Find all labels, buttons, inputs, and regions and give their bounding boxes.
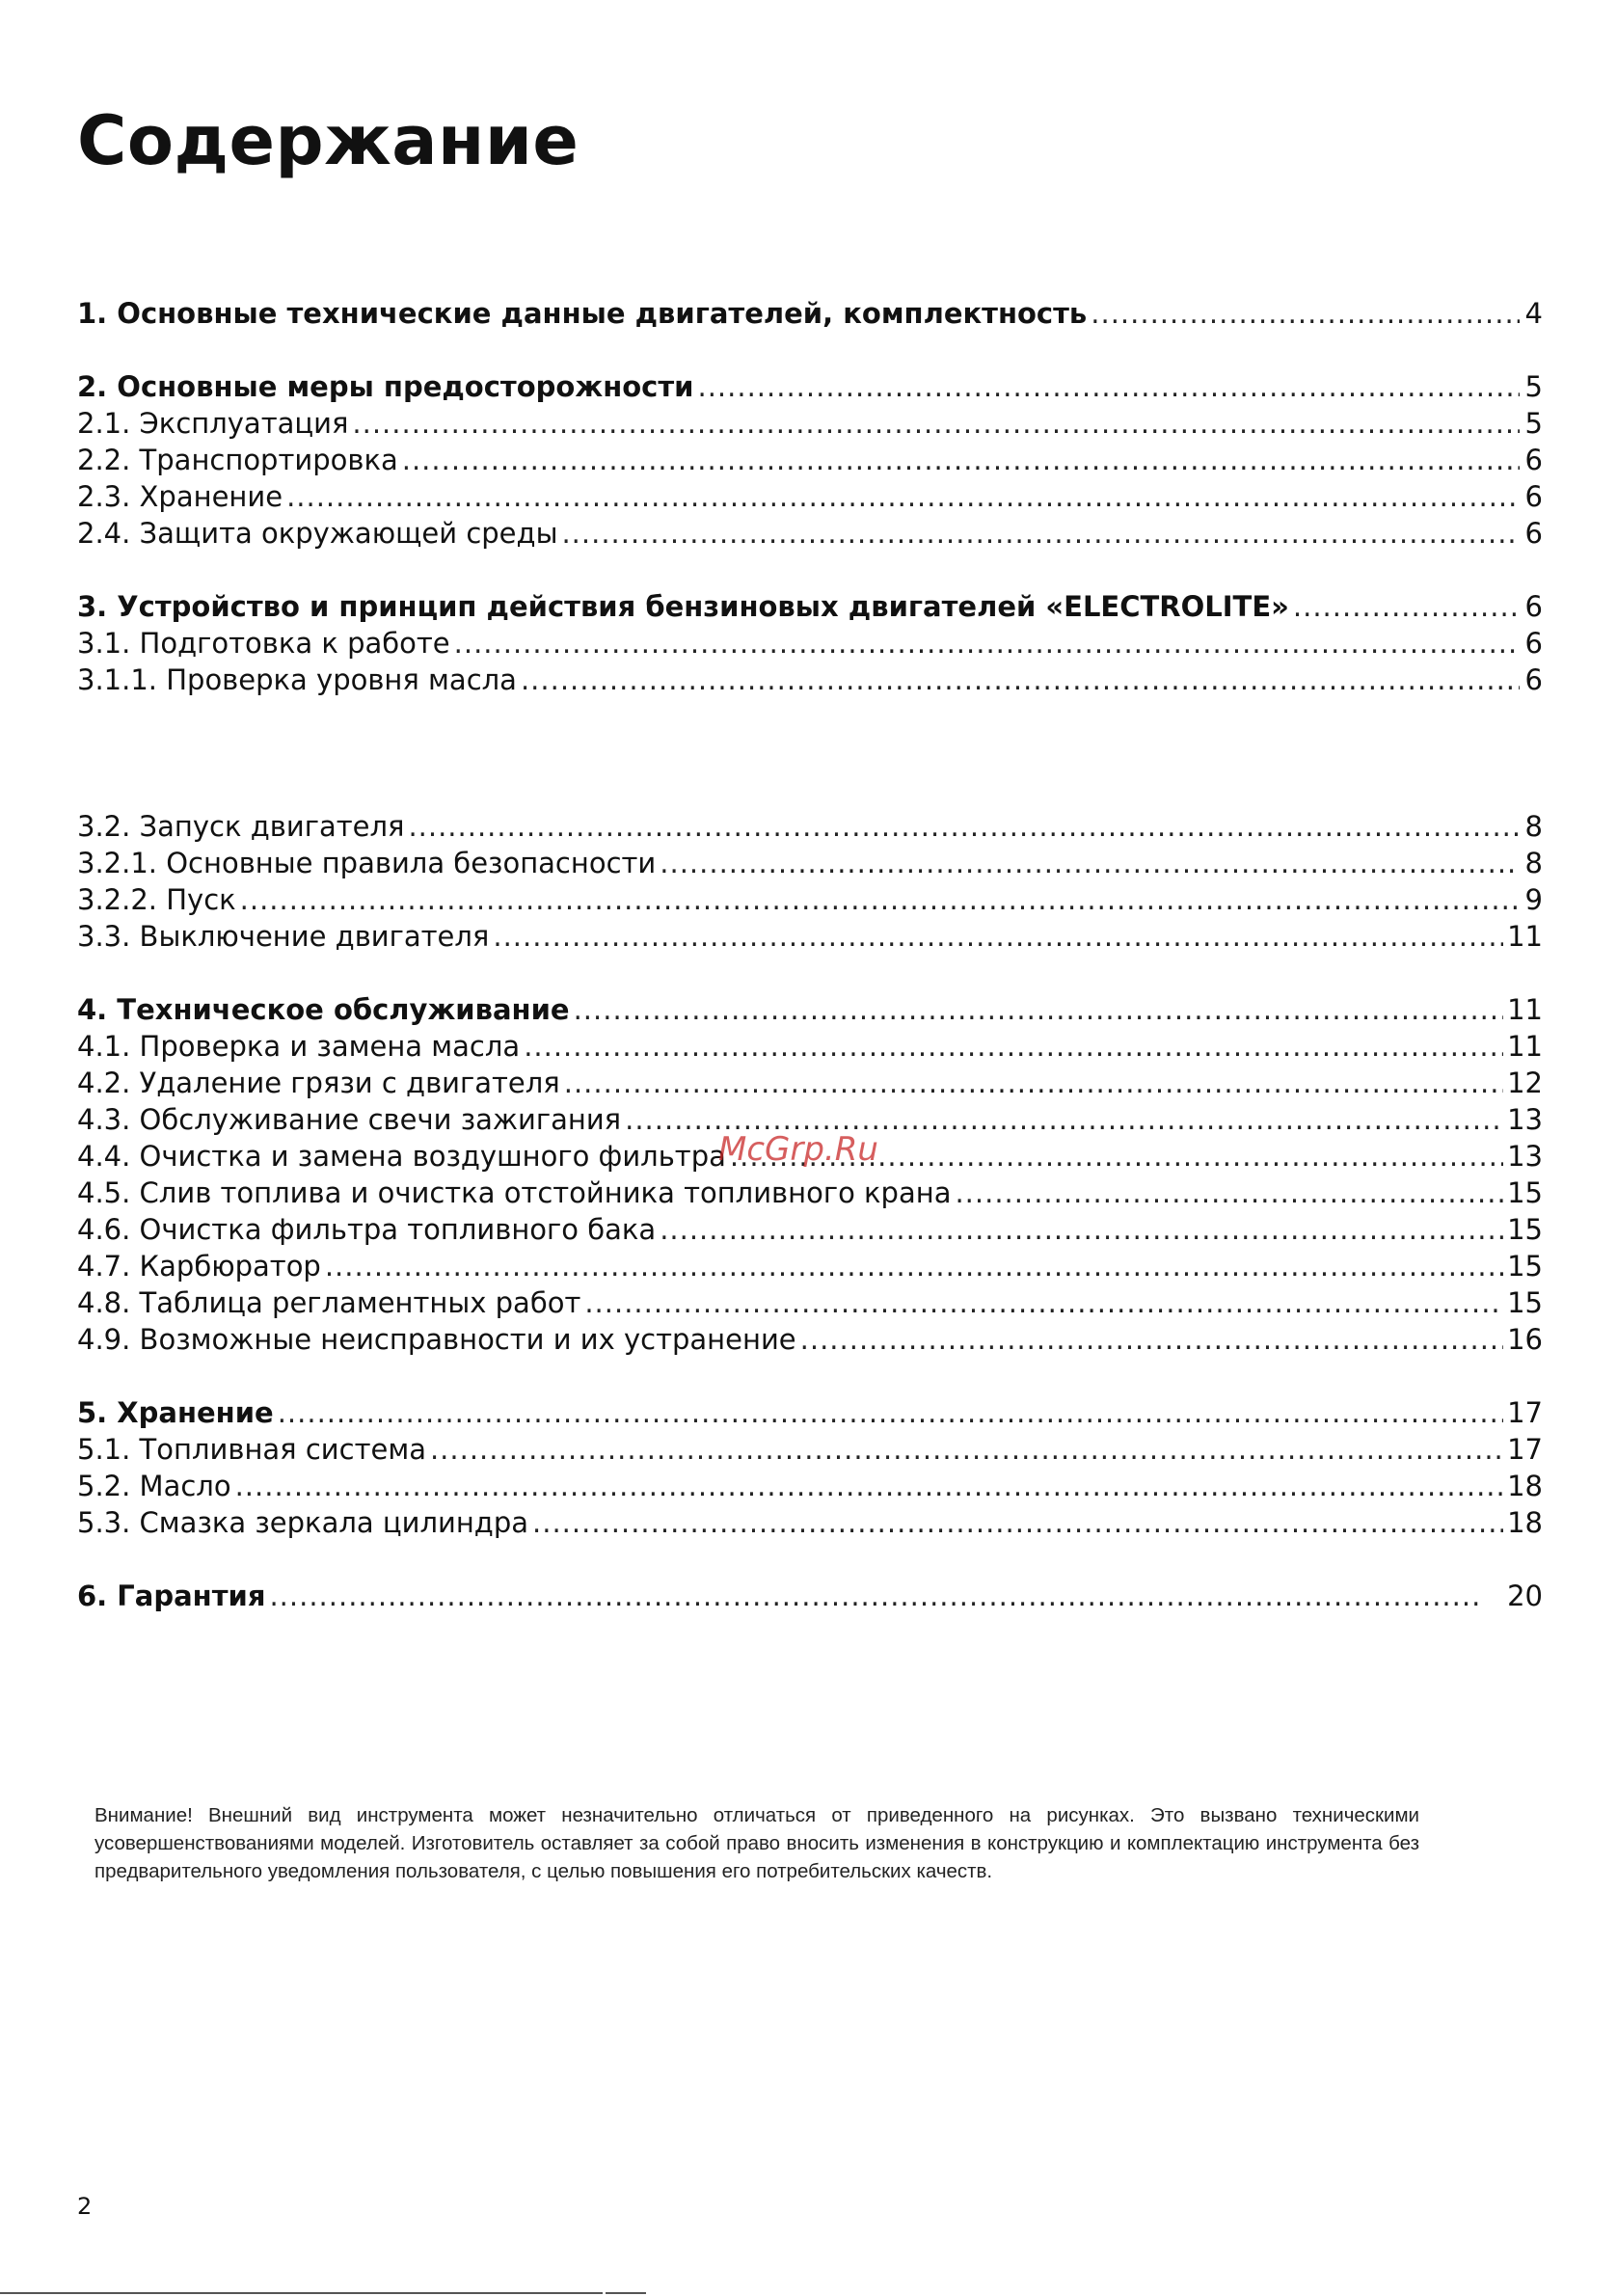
toc-entry[interactable] [77, 1065, 1543, 1101]
toc-entry-page: 17 [1507, 1433, 1543, 1466]
toc-leader-dots [402, 442, 1520, 478]
toc-leader-dots [408, 808, 1520, 845]
toc-entry-page: 17 [1507, 1396, 1543, 1429]
toc-entry-page: 6 [1524, 444, 1543, 476]
toc-entry-label: 5.1. Топливная система [77, 1433, 426, 1466]
toc-entry[interactable] [77, 1504, 1543, 1541]
toc-leader-dots [493, 918, 1503, 955]
toc-entry-page: 5 [1524, 370, 1543, 403]
toc-entry-page: 20 [1507, 1580, 1543, 1612]
toc-entry[interactable] [77, 918, 1543, 955]
toc-entry-label: 3.1. Подготовка к работе [77, 627, 450, 660]
toc-entry-label: 5.3. Смазка зеркала цилиндра [77, 1506, 529, 1539]
toc-entry-label: 4.4. Очистка и замена воздушного фильтра [77, 1140, 726, 1173]
toc-section-3-continued [77, 808, 1543, 955]
toc-leader-dots [584, 1284, 1503, 1321]
toc-leader-dots [574, 991, 1504, 1028]
toc-entry[interactable] [77, 1431, 1543, 1468]
toc-entry-page: 4 [1524, 297, 1543, 330]
toc-leader-dots [524, 1028, 1503, 1065]
toc-entry-page: 6 [1524, 663, 1543, 696]
toc-entry-label: 2.3. Хранение [77, 480, 283, 513]
toc-entry[interactable] [77, 1468, 1543, 1504]
toc-entry-label: 4. Техническое обслуживание [77, 993, 570, 1026]
toc-leader-dots [269, 1578, 1478, 1614]
toc-leader-dots [454, 625, 1520, 662]
toc-leader-dots [955, 1175, 1503, 1211]
disclaimer-notice: Внимание! Внешний вид инструмента может незначительно отличаться от приведенного на рисунках. Это вызвано техническими усовершенствованиями моделей. Изготовитель оставляет за собой право вносить изменения в конструкцию и комплектацию инструмента без предварительного уведомления пользователя, с целью повышения его потребительских качеств. [94, 1804, 1419, 1882]
toc-entry-page: 5 [1524, 407, 1543, 440]
toc-leader-dots [1293, 588, 1520, 625]
toc-entry-page: 9 [1524, 883, 1543, 916]
toc-entry[interactable] [77, 662, 1543, 698]
toc-leader-dots [240, 881, 1520, 918]
toc-entry-page: 6 [1524, 590, 1543, 623]
toc-entry-label: 2. Основные меры предосторожности [77, 370, 694, 403]
toc-entry-page: 13 [1507, 1103, 1543, 1136]
toc-entry-label: 2.1. Эксплуатация [77, 407, 349, 440]
toc-entry-page: 8 [1524, 810, 1543, 843]
table-of-contents [77, 295, 1543, 1651]
toc-entry-label: 5.2. Масло [77, 1470, 231, 1502]
toc-entry[interactable] [77, 1028, 1543, 1065]
toc-section-3 [77, 588, 1543, 698]
page-number: 2 [77, 2193, 93, 2220]
toc-entry-label: 4.8. Таблица регламентных работ [77, 1286, 581, 1319]
toc-leader-dots [660, 1211, 1503, 1248]
toc-entry[interactable] [77, 515, 1543, 552]
toc-entry-page: 11 [1507, 993, 1543, 1026]
toc-entry[interactable] [77, 442, 1543, 478]
toc-entry[interactable] [77, 1578, 1543, 1614]
toc-entry[interactable] [77, 405, 1543, 442]
toc-entry-page: 12 [1507, 1067, 1543, 1099]
toc-entry[interactable] [77, 295, 1543, 332]
toc-entry-page: 18 [1507, 1470, 1543, 1502]
footer-rule [606, 2292, 646, 2294]
toc-entry-label: 2.2. Транспортировка [77, 444, 398, 476]
toc-entry-label: 2.4. Защита окружающей среды [77, 517, 558, 550]
toc-section-6 [77, 1578, 1543, 1614]
toc-entry-label: 3. Устройство и принцип действия бензиновых двигателей «ELECTROLITE» [77, 590, 1289, 623]
toc-entry[interactable] [77, 1175, 1543, 1211]
toc-entry-label: 4.2. Удаление грязи с двигателя [77, 1067, 560, 1099]
toc-entry-label: 3.3. Выключение двигателя [77, 920, 490, 953]
page-title: Содержание [77, 101, 579, 180]
toc-entry-page: 15 [1507, 1176, 1543, 1209]
toc-leader-dots [430, 1431, 1503, 1468]
toc-entry-label: 5. Хранение [77, 1396, 274, 1429]
toc-entry-label: 4.7. Карбюратор [77, 1250, 321, 1283]
toc-entry-page: 6 [1524, 480, 1543, 513]
toc-section-1 [77, 295, 1543, 332]
toc-entry-page: 15 [1507, 1213, 1543, 1246]
toc-entry-page: 13 [1507, 1140, 1543, 1173]
toc-leader-dots [561, 515, 1520, 552]
toc-leader-dots [800, 1321, 1503, 1358]
toc-entry[interactable] [77, 625, 1543, 662]
toc-entry[interactable] [77, 368, 1543, 405]
toc-leader-dots [697, 368, 1520, 405]
toc-entry[interactable] [77, 991, 1543, 1028]
toc-entry-page: 15 [1507, 1286, 1543, 1319]
toc-entry-label: 4.9. Возможные неисправности и их устранение [77, 1323, 796, 1356]
toc-leader-dots [352, 405, 1520, 442]
toc-entry-label: 1. Основные технические данные двигателей, комплектность [77, 297, 1088, 330]
toc-leader-dots [532, 1504, 1503, 1541]
toc-entry[interactable] [77, 1394, 1543, 1431]
watermark: McGrp.Ru [718, 1130, 878, 1169]
toc-entry[interactable] [77, 808, 1543, 845]
toc-entry[interactable] [77, 478, 1543, 515]
toc-section-5 [77, 1394, 1543, 1541]
toc-entry-page: 8 [1524, 847, 1543, 879]
toc-entry[interactable] [77, 1321, 1543, 1358]
toc-leader-dots [1091, 295, 1520, 332]
toc-leader-dots [325, 1248, 1503, 1284]
toc-entry-label: 4.5. Слив топлива и очистка отстойника топливного крана [77, 1176, 952, 1209]
toc-entry[interactable] [77, 1211, 1543, 1248]
toc-entry-page: 11 [1507, 920, 1543, 953]
toc-entry-label: 4.3. Обслуживание свечи зажигания [77, 1103, 622, 1136]
toc-entry-label: 6. Гарантия [77, 1580, 266, 1612]
toc-entry-label: 3.2. Запуск двигателя [77, 810, 405, 843]
toc-leader-dots [278, 1394, 1503, 1431]
toc-entry[interactable] [77, 1284, 1543, 1321]
toc-leader-dots [521, 662, 1520, 698]
toc-leader-dots [564, 1065, 1503, 1101]
toc-leader-dots [286, 478, 1520, 515]
toc-entry-label: 4.6. Очистка фильтра топливного бака [77, 1213, 657, 1246]
toc-leader-dots [660, 845, 1520, 881]
toc-section-4 [77, 991, 1543, 1358]
toc-entry[interactable] [77, 845, 1543, 881]
toc-section-2 [77, 368, 1543, 552]
toc-entry-page: 11 [1507, 1030, 1543, 1063]
toc-entry-label: 3.2.1. Основные правила безопасности [77, 847, 657, 879]
toc-entry[interactable] [77, 1248, 1543, 1284]
toc-entry-page: 15 [1507, 1250, 1543, 1283]
toc-entry[interactable] [77, 588, 1543, 625]
toc-entry-page: 6 [1524, 517, 1543, 550]
toc-leader-dots [235, 1468, 1504, 1504]
toc-entry-label: 4.1. Проверка и замена масла [77, 1030, 521, 1063]
toc-entry[interactable] [77, 881, 1543, 918]
footer-rule [0, 2292, 603, 2294]
toc-entry-label: 3.1.1. Проверка уровня масла [77, 663, 517, 696]
toc-entry-label: 3.2.2. Пуск [77, 883, 236, 916]
toc-entry-page: 16 [1507, 1323, 1543, 1356]
toc-entry-page: 18 [1507, 1506, 1543, 1539]
toc-entry-page: 6 [1524, 627, 1543, 660]
